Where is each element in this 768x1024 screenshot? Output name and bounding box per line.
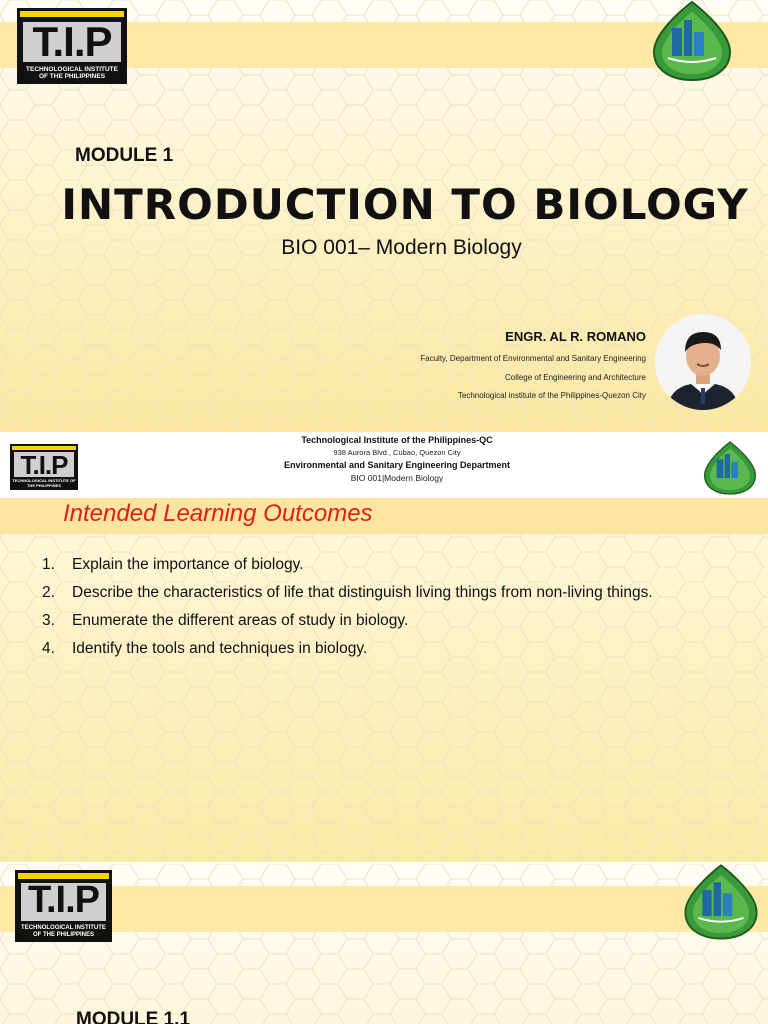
tip-logo-small-subtext: TECHNOLOGICAL INSTITUTE OF THE PHILIPPINES — [12, 478, 76, 488]
slide-outcomes — [0, 432, 768, 862]
institution-address: 938 Aurora Blvd., Cubao, Quezon City — [333, 448, 461, 457]
slide-divider — [0, 862, 768, 864]
list-item: 3. Enumerate the different areas of study in biology. — [42, 612, 409, 629]
list-item: 4. Identify the tools and techniques in biology. — [42, 640, 368, 657]
tip-logo-subtext: TECHNOLOGICAL INSTITUTE OF THE PHILIPPINES — [21, 925, 106, 938]
module-label: MODULE 1.1 — [76, 1009, 191, 1024]
instructor-line1: Faculty, Department of Environmental and Sanitary Engineering — [420, 354, 646, 363]
slide-module-1-1 — [0, 864, 768, 1024]
outcomes-list — [42, 554, 720, 666]
tip-logo-small — [10, 444, 78, 490]
course-subtitle: BIO 001– Modern Biology — [281, 236, 522, 259]
ese-seal-small-icon — [698, 436, 762, 500]
list-item: 1. Explain the importance of biology. — [42, 556, 304, 573]
page-title: INTRODUCTION TO BIOLOGY — [61, 180, 749, 229]
tip-logo — [15, 870, 112, 942]
course-code: BIO 001|Modern Biology — [350, 473, 444, 483]
ese-seal-icon — [644, 0, 740, 82]
tip-logo-text: T.I.P — [32, 18, 112, 65]
tip-logo — [17, 8, 127, 84]
tip-logo-subtext: TECHNOLOGICAL INSTITUTE OF THE PHILIPPINES — [26, 66, 118, 80]
instructor-line3: Technological institute of the Philippines-Quezon City — [457, 391, 646, 400]
slide-title — [0, 0, 768, 432]
person-photo-icon — [655, 314, 751, 410]
institution-name: Technological Institute of the Philippines-QC — [301, 435, 493, 445]
header-band — [0, 886, 768, 932]
tip-logo-text: T.I.P — [27, 879, 100, 921]
instructor-name: ENGR. AL R. ROMANO — [505, 329, 646, 344]
instructor-line2: College of Engineering and Architecture — [505, 373, 646, 382]
module-label: MODULE 1 — [75, 145, 174, 166]
section-heading: Intended Learning Outcomes — [63, 500, 373, 527]
ese-seal-icon — [676, 864, 766, 944]
department-name: Environmental and Sanitary Engineering Department — [283, 460, 511, 470]
instructor-avatar — [655, 314, 751, 410]
list-item: 2. Describe the characteristics of life that distinguish living things from non-living things. — [42, 584, 653, 601]
tip-logo-small-text: T.I.P — [20, 450, 68, 480]
